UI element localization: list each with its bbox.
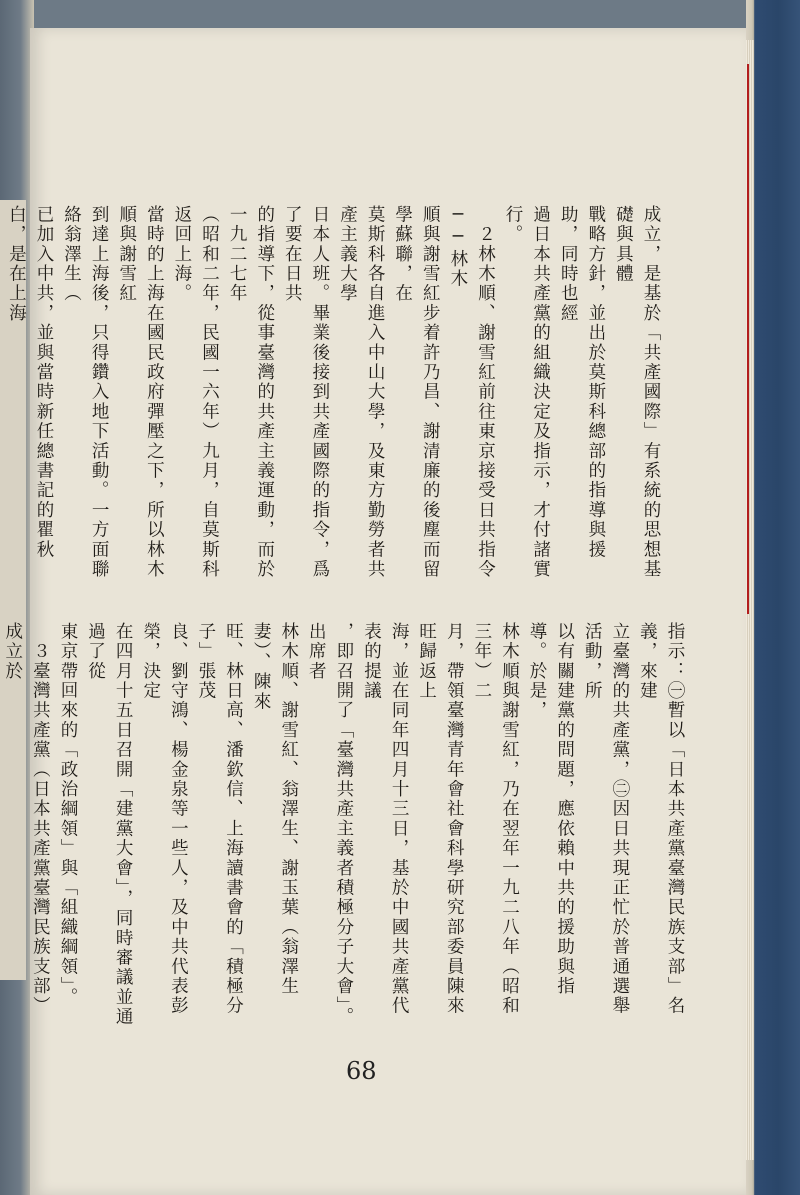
bookmark-ribbon [747, 64, 749, 614]
lower-text-block: 指示：㊀暫以「日本共產黨臺灣民族支部」名義，來建 立臺灣的共產黨，㊁因日共現正忙於普通選舉活動，所 以有關建黨的問題，應依賴中共的援助與指導。於是， 林木順與謝雪紅，乃在翌年一九二八年（昭和三年）二 月，帶領臺灣青年會社會科學研究部委員陳來旺歸返上 海，並在同年四月十三日，基於中國共產黨代表的提議 ，即召開了「臺灣共產主義者積極分子大會」。出席者 林木順、謝雪紅、翁澤生、謝玉葉（翁澤生妻）、陳來 旺、林日高、潘欽信、上海讀書會的「積極分子」張茂 良、劉守鴻、楊金泉等一些人，及中共代表彭榮，決定 在四月十五日召開「建黨大會」，同時審議並通過了從 東京帶回來的「政治綱領」與「組織綱領」。 ３臺灣共產黨（日本共產黨臺灣民族支部）成立於 [2, 622, 685, 1027]
upper-text-block: 成立，是基於「共產國際」有系統的思想基礎與具體 戰略方針，並出於莫斯科總部的指導與援助，同時也經 過日本共產黨的組織決定及指示，才付諸實行。 ２林木順、謝雪紅前往東京接受日共指令──林木 順與謝雪紅步着許乃昌、謝清廉的後塵而留學蘇聯，在 莫斯科各自進入中山大學，及東方勤勞者共產主義大學 日本人班。畢業後接到共產國際的指令，爲了要在日共 的指導下，從事臺灣的共產主義運動，而於一九二七年 （昭和二年，民國一六年）九月，自莫斯科返回上海。 當時的上海在國民政府彈壓之下，所以林木順與謝雪紅 到達上海後，只得鑽入地下活動。一方面聯絡翁澤生（ 已加入中共，並與當時新任總書記的瞿秋白，是在上海 [6, 205, 661, 580]
page-number: 68 [346, 1057, 377, 1085]
book-cover-edge [746, 0, 800, 1195]
